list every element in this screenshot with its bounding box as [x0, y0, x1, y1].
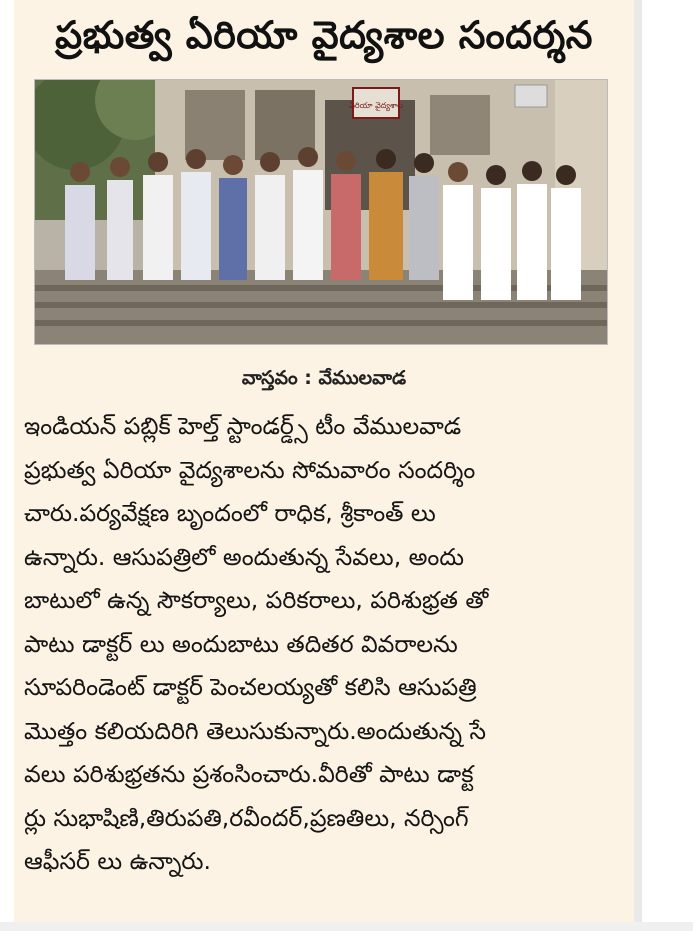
newspaper-clipping [14, 0, 634, 922]
group-photo-image [35, 80, 607, 344]
page-edge-right [634, 0, 642, 931]
body-line: బాటులో ఉన్న సౌకర్యాలు, పరికరాలు, పరిశుభ్రత తో [24, 586, 489, 614]
dateline: వాస్తవం : వేములవాడ [241, 367, 407, 389]
body-line: ఇండియన్ పబ్లిక్ హెల్త్ స్టాండర్డ్స్ టీం వేములవాడ [24, 412, 462, 440]
article-body [24, 405, 624, 884]
group-photo [34, 79, 608, 345]
body-line: మొత్తం కలియదిరిగి తెలుసుకున్నారు.అందుతున్న సే [24, 716, 487, 745]
page-edge-bottom [0, 922, 693, 931]
body-line: సూపరిండెంట్ డాక్టర్ పెంచలయ్యతో కలిసి ఆసుపత్రి [24, 673, 477, 701]
body-line: ప్రభుత్వ ఏరియా వైద్యశాలను సోమవారం సందర్శిం [24, 455, 476, 484]
body-line: చారు.పర్యవేక్షణ బృందంలో రాధిక, శ్రీకాంత్ లు [24, 499, 436, 527]
hospital-sign: ఏరియా వైద్యశాల [349, 101, 403, 110]
body-line: ఆఫీసర్ లు ఉన్నారు. [24, 847, 211, 875]
body-line: వలు పరిశుభ్రతను ప్రశంసించారు.వీరితో పాటు డాక్ట [24, 760, 474, 788]
body-line: ఉన్నారు. ఆసుపత్రిలో అందుతున్న సేవలు, అందు [24, 542, 465, 571]
body-line: పాటు డాక్టర్ లు అందుబాటు తదితర వివరాలను [24, 629, 458, 658]
headline: ప్రభుత్వ ఏరియా వైద్యశాల సందర్శన [55, 13, 593, 57]
body-line: ర్లు సుభాషిణి,తిరుపతి,రవీందర్,ప్రణతిలు, నర్సింగ్ [24, 803, 469, 832]
